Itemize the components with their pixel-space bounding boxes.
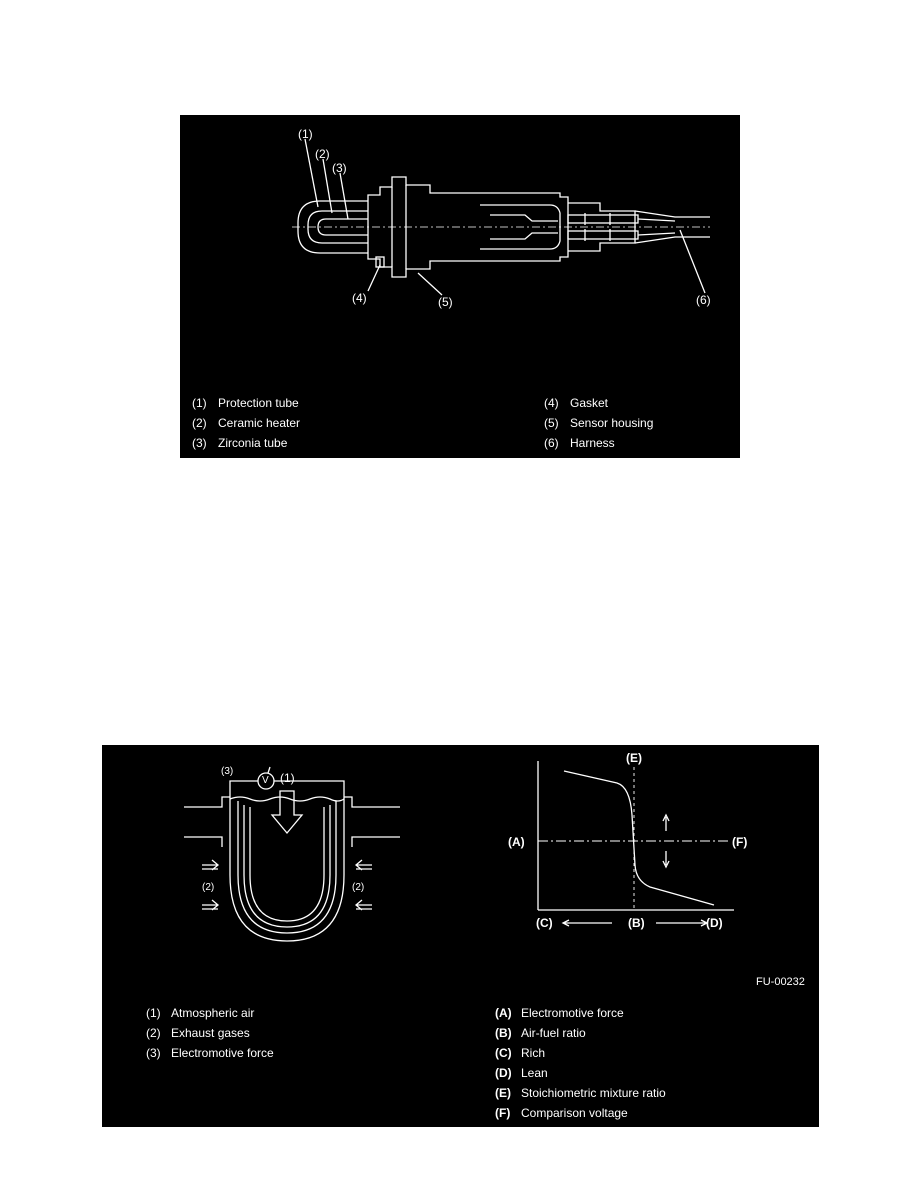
legend-text: Protection tube: [218, 396, 299, 410]
graph-label-d: (D): [706, 916, 723, 930]
legend-number: (C): [495, 1046, 512, 1060]
legend-text: Exhaust gases: [171, 1026, 250, 1040]
legend-text: Rich: [521, 1046, 546, 1060]
legend-text: Air-fuel ratio: [521, 1026, 586, 1040]
legend-number: (D): [495, 1066, 512, 1080]
graph-label-c: (C): [536, 916, 553, 930]
legend-number: (6): [544, 436, 559, 450]
callout-3-diagram: (3): [221, 766, 234, 777]
legend-text: Electromotive force: [521, 1006, 624, 1020]
legend-number: (1): [192, 396, 207, 410]
legend-number: (3): [192, 436, 207, 450]
legend-number: (F): [495, 1106, 511, 1120]
legend-text: Electromotive force: [171, 1046, 274, 1060]
callout-2: (2): [315, 147, 330, 161]
sensor-operation-figure: [102, 745, 819, 1127]
graph-label-b: (B): [628, 916, 645, 930]
legend-number: (2): [192, 416, 207, 430]
graph-label-f: (F): [732, 835, 748, 849]
callout-3: (3): [332, 161, 347, 175]
callout-5: (5): [438, 295, 453, 309]
legend-text: Ceramic heater: [218, 416, 301, 430]
callout-4: (4): [352, 291, 367, 305]
graph-label-a: (A): [508, 835, 525, 849]
voltmeter-label: V: [262, 775, 269, 786]
callout-2-right: (2): [352, 882, 365, 893]
legend-text: Harness: [570, 436, 615, 450]
legend-number: (B): [495, 1026, 512, 1040]
legend-number: (1): [146, 1006, 161, 1020]
legend-number: (3): [146, 1046, 161, 1060]
sensor-cross-section-figure: [180, 115, 740, 458]
legend-text: Sensor housing: [570, 416, 654, 430]
figure-id: FU-00232: [756, 976, 805, 988]
legend-number: (4): [544, 396, 559, 410]
legend-text: Atmospheric air: [171, 1006, 255, 1020]
legend-text: Stoichiometric mixture ratio: [521, 1086, 666, 1100]
callout-1-diagram: (1): [280, 771, 295, 785]
callout-2-left: (2): [202, 882, 215, 893]
legend-number: (2): [146, 1026, 161, 1040]
sensor-operation-drawing: [102, 745, 819, 1127]
legend-number: (E): [495, 1086, 511, 1100]
callout-6: (6): [696, 293, 711, 307]
graph-label-e: (E): [626, 751, 642, 765]
legend-text: Gasket: [570, 396, 609, 410]
legend-text: Lean: [521, 1066, 548, 1080]
legend-number: (5): [544, 416, 559, 430]
legend-text: Comparison voltage: [521, 1106, 628, 1120]
legend-number: (A): [495, 1006, 512, 1020]
callout-1: (1): [298, 127, 313, 141]
legend-text: Zirconia tube: [218, 436, 288, 450]
